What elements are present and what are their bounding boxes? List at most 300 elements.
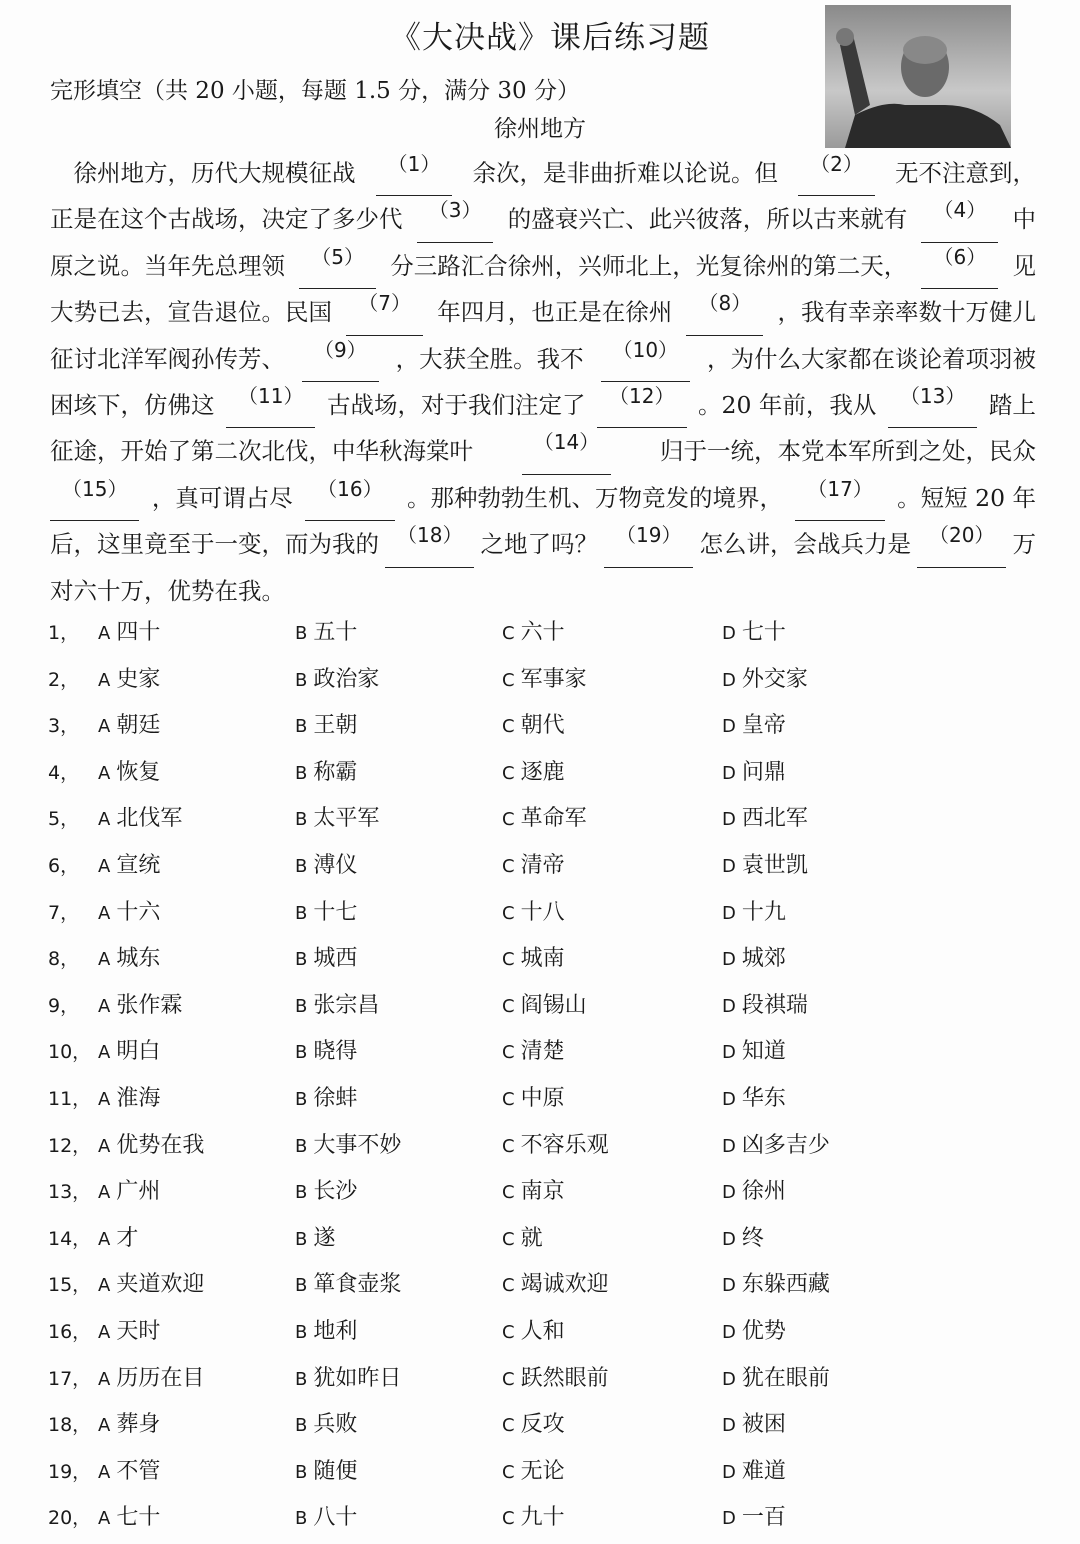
option-d [722, 1404, 786, 1447]
option-text: 十七 [313, 899, 358, 925]
option-text: 逐鹿 [520, 759, 565, 785]
option-text: 六十 [520, 620, 565, 645]
option-text: 南京 [520, 1179, 565, 1205]
option-letter: D [722, 1508, 736, 1530]
option-text: 袁世凯 [741, 852, 808, 878]
option-letter: A [98, 716, 111, 738]
option-letter: C [502, 1275, 515, 1297]
option-a [98, 1404, 160, 1447]
option-b [295, 1311, 357, 1354]
passage-text-segment: 徐州地方，历代大规模征战 [50, 159, 356, 187]
option-a [98, 1497, 160, 1540]
question-number: 4， [48, 761, 80, 784]
option-letter: B [295, 809, 308, 831]
option-letter: C [502, 902, 515, 924]
option-d [722, 1358, 830, 1401]
answer-blank: （6） [921, 243, 998, 289]
option-a [98, 1451, 160, 1494]
option-text: 溥仪 [313, 852, 358, 878]
option-letter: B [295, 902, 308, 924]
option-text: 城郊 [741, 946, 786, 972]
option-letter: D [722, 1228, 736, 1250]
option-c [502, 1497, 565, 1540]
option-letter: B [295, 1368, 308, 1390]
option-letter: D [722, 949, 736, 971]
passage-text-segment: 正是在这个古战场，决定了多少代 [50, 205, 403, 234]
option-letter: C [502, 1135, 515, 1157]
passage-text-segment: 古战场，对于我们注定了 [327, 390, 586, 419]
option-letter: A [98, 1461, 111, 1483]
question-row [48, 1497, 1048, 1544]
option-a [98, 1171, 160, 1214]
answer-blank: （9） [302, 336, 379, 382]
option-letter: C [502, 1182, 515, 1204]
question-row [48, 612, 1048, 659]
option-letter: B [295, 949, 308, 971]
answer-blank: （16） [305, 475, 394, 521]
question-row [48, 1031, 1048, 1078]
option-c [502, 1311, 565, 1354]
question-number: 11， [48, 1087, 92, 1110]
option-letter: D [722, 762, 736, 784]
option-letter: B [295, 855, 308, 877]
option-text: 城西 [313, 946, 358, 972]
option-b [295, 892, 357, 935]
answer-blank: （3） [417, 196, 494, 242]
option-c [502, 1451, 565, 1494]
option-letter: A [98, 1508, 111, 1530]
answer-blank: （5） [299, 243, 376, 289]
passage-text-segment: ，我有幸亲率数十万健儿 [777, 298, 1036, 327]
option-d [722, 752, 786, 795]
option-text: 不管 [116, 1458, 161, 1484]
option-letter: C [502, 623, 515, 644]
option-text: 宣统 [116, 852, 161, 878]
option-text: 朝代 [520, 713, 565, 739]
question-row [48, 798, 1048, 845]
passage-line [50, 382, 1036, 428]
option-a [98, 1218, 138, 1261]
option-d [722, 1031, 786, 1074]
option-text: 九十 [520, 1505, 565, 1531]
option-b [295, 1497, 357, 1540]
option-letter: B [295, 716, 308, 738]
option-letter: B [295, 762, 308, 784]
passage-text-segment: 原之说。当年先总理领 [50, 251, 285, 280]
passage-text-segment: 之地了吗？ [480, 530, 598, 559]
option-letter: C [502, 1461, 515, 1483]
option-letter: D [722, 1275, 736, 1297]
option-text: 淮海 [116, 1085, 161, 1111]
option-text: 阎锡山 [520, 992, 587, 1018]
option-c [502, 1218, 543, 1261]
answer-blank: （14） [522, 428, 611, 474]
option-text: 外交家 [741, 666, 808, 692]
option-text: 清楚 [520, 1039, 565, 1065]
option-a [98, 1311, 160, 1354]
passage-text-segment: 对六十万，优势在我。 [50, 576, 285, 605]
option-letter: B [295, 623, 308, 644]
option-d [722, 892, 786, 935]
option-d [722, 1451, 786, 1494]
option-d [722, 798, 808, 841]
question-number: 7， [48, 901, 80, 924]
question-row [48, 1404, 1048, 1451]
question-number: 10， [48, 1041, 92, 1064]
option-letter: B [295, 1415, 308, 1437]
option-letter: D [722, 1088, 736, 1110]
option-text: 广州 [116, 1179, 161, 1205]
option-letter: A [98, 1415, 111, 1437]
option-text: 犹如昨日 [313, 1365, 402, 1391]
passage-text-segment: 后，这里竟至于一变，而为我的 [50, 530, 379, 559]
option-c [502, 659, 587, 702]
question-number: 2， [48, 668, 80, 691]
question-row [48, 892, 1048, 939]
option-text: 北伐军 [116, 806, 183, 832]
option-text: 称霸 [313, 759, 358, 785]
option-b [295, 612, 357, 655]
option-text: 遂 [313, 1225, 336, 1251]
option-text: 难道 [741, 1458, 786, 1484]
option-text: 七十 [741, 620, 786, 645]
option-letter: C [502, 949, 515, 971]
option-text: 地利 [313, 1318, 358, 1344]
answer-blank: （15） [50, 475, 139, 521]
option-text: 徐州 [741, 1179, 786, 1205]
option-c [502, 985, 587, 1028]
option-letter: A [98, 995, 111, 1017]
passage-text-segment: 万 [1012, 530, 1036, 559]
option-text: 七十 [116, 1505, 161, 1531]
question-row [48, 1171, 1048, 1218]
passage-line [50, 150, 1036, 196]
option-text: 王朝 [313, 713, 358, 739]
option-letter: B [295, 1135, 308, 1157]
answer-blank: （1） [376, 150, 453, 196]
passage-text-segment: 怎么讲，会战兵力是 [699, 530, 911, 559]
answer-blank: （8） [686, 289, 763, 335]
answer-blank: （12） [597, 382, 686, 428]
passage-text-segment: 。那种勃勃生机、万物竞发的境界， [406, 483, 783, 512]
option-d [722, 1078, 786, 1121]
option-letter: D [722, 716, 736, 738]
option-letter: A [98, 1228, 111, 1250]
option-c [502, 892, 565, 935]
question-number: 17， [48, 1367, 92, 1390]
option-letter: A [98, 1088, 111, 1110]
question-number: 9， [48, 994, 80, 1017]
passage-text-segment: 大势已去，宣告退位。民国 [50, 298, 332, 327]
option-text: 朝廷 [116, 713, 161, 739]
option-c [502, 845, 565, 888]
option-letter: C [502, 1042, 515, 1064]
option-a [98, 1358, 204, 1401]
option-d [722, 1497, 786, 1540]
option-letter: B [295, 995, 308, 1017]
option-b [295, 705, 357, 748]
answer-blank: （7） [346, 289, 423, 335]
option-letter: A [98, 1275, 111, 1297]
option-text: 四十 [116, 620, 161, 645]
question-row [48, 845, 1048, 892]
option-letter: D [722, 809, 736, 831]
passage-text [50, 150, 1036, 614]
section-heading: 完形填空（共 20 小题，每题 1.5 分，满分 30 分） [50, 78, 580, 104]
option-text: 无论 [520, 1458, 565, 1484]
option-text: 张作霖 [116, 992, 183, 1018]
question-number: 12， [48, 1134, 92, 1157]
option-letter: D [722, 902, 736, 924]
option-letter: B [295, 669, 308, 691]
option-text: 东躲西藏 [741, 1272, 830, 1298]
option-b [295, 659, 379, 702]
passage-text-segment: 困垓下，仿佛这 [50, 390, 215, 419]
option-letter: A [98, 855, 111, 877]
option-letter: A [98, 1321, 111, 1343]
option-letter: D [722, 1415, 736, 1437]
option-letter: A [98, 669, 111, 691]
option-c [502, 1404, 565, 1447]
passage-text-segment: 中 [1012, 205, 1036, 234]
option-text: 太平军 [313, 806, 380, 832]
passage-title: 徐州地方 [494, 116, 586, 142]
option-b [295, 985, 379, 1028]
passage-line [50, 196, 1036, 242]
answer-blank: （2） [798, 150, 875, 196]
option-d [722, 1125, 830, 1168]
option-text: 兵败 [313, 1412, 358, 1438]
option-text: 五十 [313, 620, 358, 645]
question-row [48, 1264, 1048, 1311]
answer-blank: （11） [226, 382, 315, 428]
passage-text-segment: 征讨北洋军阀孙传芳、 [50, 344, 285, 373]
question-row [48, 705, 1048, 752]
option-text: 葬身 [116, 1412, 161, 1438]
option-letter: A [98, 902, 111, 924]
option-text: 中原 [520, 1085, 565, 1111]
question-number: 13， [48, 1181, 92, 1204]
option-text: 反攻 [520, 1412, 565, 1438]
option-text: 才 [116, 1225, 139, 1251]
passage-text-segment: ，为什么大家都在谈论着项羽被 [707, 344, 1036, 373]
option-d [722, 705, 786, 748]
option-text: 优势在我 [116, 1132, 205, 1158]
option-d [722, 985, 808, 1028]
passage-line [50, 428, 1036, 474]
question-row [48, 752, 1048, 799]
option-letter: C [502, 762, 515, 784]
question-number: 3， [48, 715, 80, 738]
options-list [48, 612, 1048, 1544]
option-text: 徐蚌 [313, 1085, 358, 1111]
option-b [295, 1358, 401, 1401]
question-row [48, 1358, 1048, 1405]
option-text: 西北军 [741, 806, 808, 832]
option-text: 就 [520, 1225, 543, 1251]
answer-blank: （19） [604, 521, 693, 567]
option-text: 十六 [116, 899, 161, 925]
option-a [98, 659, 160, 702]
option-letter: D [722, 623, 736, 644]
answer-blank: （10） [601, 336, 690, 382]
option-text: 箪食壶浆 [313, 1272, 402, 1298]
answer-blank: （17） [795, 475, 884, 521]
option-letter: D [722, 1182, 736, 1204]
option-letter: B [295, 1275, 308, 1297]
question-number: 6， [48, 854, 80, 877]
passage-text-segment: ，大获全胜。我不 [395, 344, 584, 373]
option-letter: B [295, 1042, 308, 1064]
option-b [295, 1171, 357, 1214]
option-letter: D [722, 1368, 736, 1390]
passage-text-segment: 余次，是非曲折难以论说。但 [472, 159, 778, 187]
option-text: 跃然眼前 [520, 1365, 609, 1391]
option-a [98, 705, 160, 748]
option-text: 恢复 [116, 759, 161, 785]
option-text: 晓得 [313, 1039, 358, 1065]
option-d [722, 1218, 764, 1261]
option-text: 不容乐观 [520, 1132, 609, 1158]
option-text: 八十 [313, 1505, 358, 1531]
option-a [98, 845, 160, 888]
option-text: 史家 [116, 666, 161, 692]
option-letter: B [295, 1321, 308, 1343]
option-d [722, 659, 808, 702]
passage-text-segment: 的盛衰兴亡、此兴彼落，所以古来就有 [507, 205, 908, 234]
option-letter: A [98, 1182, 111, 1204]
question-row [48, 1311, 1048, 1358]
option-c [502, 1358, 609, 1401]
option-b [295, 752, 357, 795]
option-c [502, 1078, 565, 1121]
option-letter: B [295, 1182, 308, 1204]
passage-text-segment: 见 [1012, 251, 1036, 280]
option-text: 大事不妙 [313, 1132, 402, 1158]
option-letter: C [502, 1321, 515, 1343]
option-text: 夹道欢迎 [116, 1272, 205, 1298]
option-b [295, 845, 357, 888]
passage-text-segment: 踏上 [988, 390, 1036, 419]
option-letter: D [722, 1321, 736, 1343]
option-letter: B [295, 1508, 308, 1530]
passage-line [50, 336, 1036, 382]
question-number: 14， [48, 1227, 92, 1250]
option-a [98, 612, 160, 655]
option-letter: B [295, 1088, 308, 1110]
option-text: 犹在眼前 [741, 1365, 830, 1391]
option-b [295, 938, 357, 981]
portrait-photo [825, 5, 1011, 148]
option-text: 历历在目 [116, 1365, 205, 1391]
question-row [48, 1451, 1048, 1498]
option-a [98, 1264, 204, 1307]
option-letter: A [98, 949, 111, 971]
question-number: 16， [48, 1320, 92, 1343]
option-letter: A [98, 809, 111, 831]
option-d [722, 1264, 830, 1307]
option-letter: D [722, 1135, 736, 1157]
answer-blank: （18） [385, 521, 474, 567]
option-b [295, 1031, 357, 1074]
option-c [502, 1264, 609, 1307]
option-letter: C [502, 855, 515, 877]
passage-text-segment: 年四月，也正是在徐州 [437, 298, 673, 327]
option-text: 被困 [741, 1412, 786, 1438]
option-text: 随便 [313, 1458, 358, 1484]
option-letter: C [502, 1368, 515, 1390]
answer-blank: （4） [921, 196, 998, 242]
question-number: 15， [48, 1274, 92, 1297]
option-text: 终 [741, 1225, 764, 1251]
question-row [48, 1125, 1048, 1172]
option-letter: B [295, 1228, 308, 1250]
option-a [98, 938, 160, 981]
option-letter: C [502, 995, 515, 1017]
option-letter: A [98, 1368, 111, 1390]
option-text: 一百 [741, 1505, 786, 1531]
option-text: 城南 [520, 946, 565, 972]
option-letter: C [502, 716, 515, 738]
option-b [295, 1404, 357, 1447]
option-d [722, 612, 786, 655]
option-letter: C [502, 1088, 515, 1110]
passage-text-segment: 。短短 20 年 [897, 483, 1036, 512]
option-text: 天时 [116, 1318, 161, 1344]
option-letter: A [98, 762, 111, 784]
option-text: 优势 [741, 1318, 786, 1344]
option-text: 十九 [741, 899, 786, 925]
option-a [98, 1078, 160, 1121]
option-c [502, 1031, 565, 1074]
option-a [98, 1031, 160, 1074]
question-number: 1， [48, 622, 80, 644]
option-text: 城东 [116, 946, 161, 972]
option-b [295, 1125, 401, 1168]
question-number: 18， [48, 1414, 92, 1437]
option-text: 张宗昌 [313, 992, 380, 1018]
question-row [48, 1078, 1048, 1125]
option-text: 段祺瑞 [741, 992, 808, 1018]
option-text: 问鼎 [741, 759, 786, 785]
option-letter: A [98, 623, 111, 644]
passage-line [50, 521, 1036, 567]
passage-line [50, 568, 1036, 614]
option-letter: D [722, 995, 736, 1017]
question-number: 19， [48, 1460, 92, 1483]
question-number: 8， [48, 948, 80, 971]
option-letter: D [722, 1042, 736, 1064]
option-letter: C [502, 669, 515, 691]
passage-line [50, 475, 1036, 521]
question-row [48, 659, 1048, 706]
option-letter: B [295, 1461, 308, 1483]
passage-line [50, 243, 1036, 289]
option-a [98, 798, 182, 841]
answer-blank: （13） [888, 382, 977, 428]
option-letter: A [98, 1135, 111, 1157]
option-letter: C [502, 1508, 515, 1530]
option-text: 凶多吉少 [741, 1132, 830, 1158]
option-c [502, 752, 565, 795]
option-letter: A [98, 1042, 111, 1064]
option-d [722, 1311, 786, 1354]
option-b [295, 798, 379, 841]
answer-blank: （20） [917, 521, 1006, 567]
option-c [502, 612, 565, 655]
option-a [98, 985, 182, 1028]
option-text: 知道 [741, 1039, 786, 1065]
